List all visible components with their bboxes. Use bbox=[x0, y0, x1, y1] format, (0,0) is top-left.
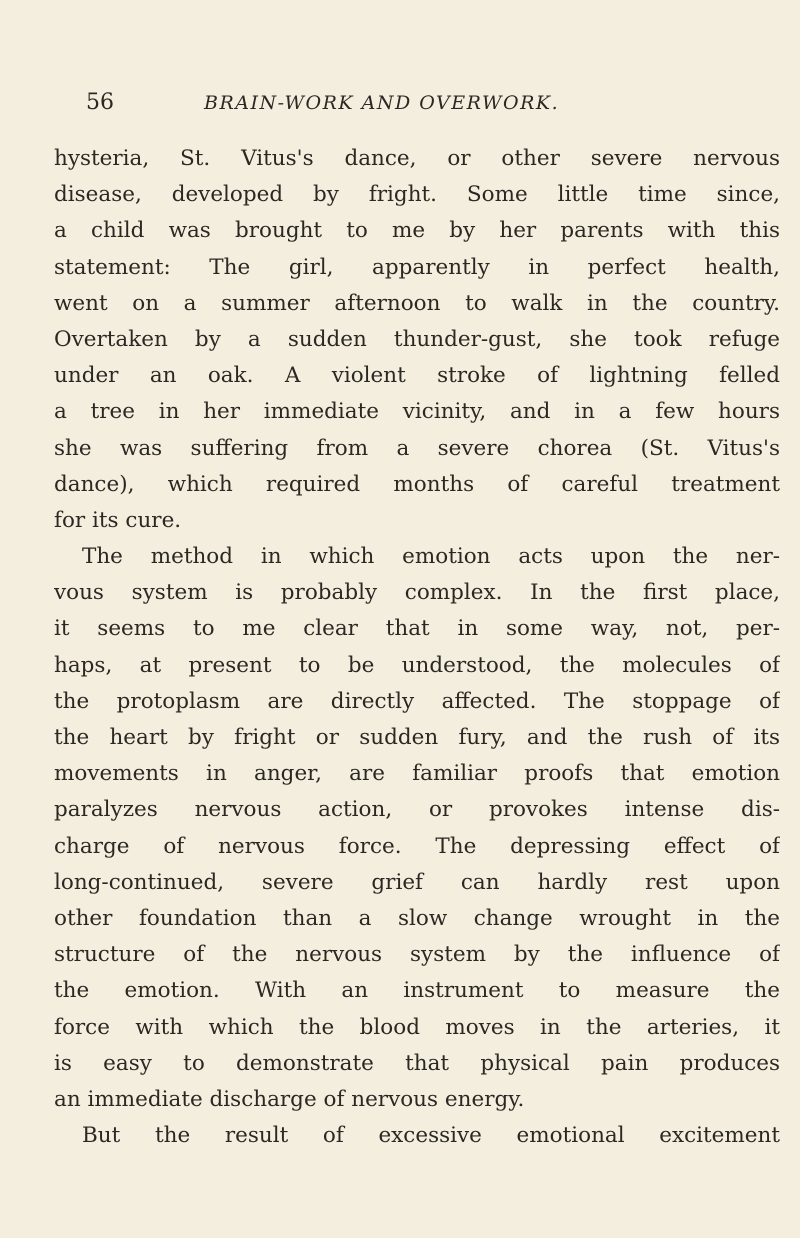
running-head bbox=[86, 90, 766, 126]
text-line: But the result of excessive emotional excitement bbox=[82, 1123, 780, 1149]
text-line: force with which the blood moves in the arteries, it bbox=[54, 1014, 780, 1040]
body-text bbox=[54, 141, 780, 1154]
text-line: Overtaken by a sudden thunder-gust, she took refuge bbox=[54, 326, 780, 352]
text-line: the heart by fright or sudden fury, and the rush of its bbox=[54, 725, 780, 750]
text-line: a tree in her immediate vicinity, and in a few hours bbox=[54, 399, 780, 425]
text-line: a child was brought to me by her parents with this bbox=[54, 218, 780, 244]
text-line: long-continued, severe grief can hardly rest upon bbox=[54, 869, 780, 895]
text-line: it seems to me clear that in some way, not, per- bbox=[54, 616, 780, 642]
text-line: statement: The girl, apparently in perfect health, bbox=[54, 254, 780, 280]
running-title: BRAIN-WORK AND OVERWORK. bbox=[204, 92, 560, 114]
text-line: dance), which required months of careful treatment bbox=[54, 471, 780, 497]
text-line: she was suffering from a severe chorea (St. Vitus's bbox=[54, 435, 780, 461]
text-line: is easy to demonstrate that physical pain produces bbox=[54, 1050, 780, 1076]
page-number: 56 bbox=[86, 90, 114, 115]
text-line: disease, developed by fright. Some little time since, bbox=[54, 182, 780, 208]
text-line: under an oak. A violent stroke of lightning felled bbox=[54, 363, 780, 389]
text-line: an immediate discharge of nervous energy. bbox=[54, 1086, 525, 1112]
text-line: the protoplasm are directly affected. The stoppage of bbox=[54, 688, 780, 714]
text-line: went on a summer afternoon to walk in the country. bbox=[54, 290, 780, 316]
text-line: structure of the nervous system by the influence of bbox=[54, 942, 780, 968]
text-line: for its cure. bbox=[54, 507, 182, 533]
text-line: haps, at present to be understood, the molecules of bbox=[54, 652, 780, 678]
text-line: hysteria, St. Vitus's dance, or other severe nervous bbox=[54, 146, 780, 171]
text-line: paralyzes nervous action, or provokes intense dis- bbox=[54, 797, 780, 823]
text-line: vous system is probably complex. In the first place, bbox=[54, 580, 780, 606]
text-line: The method in which emotion acts upon the ner- bbox=[82, 544, 780, 570]
text-line: the emotion. With an instrument to measure the bbox=[54, 978, 780, 1004]
text-line: movements in anger, are familiar proofs that emotion bbox=[54, 761, 780, 787]
text-line: other foundation than a slow change wrought in the bbox=[54, 905, 780, 931]
text-line: charge of nervous force. The depressing effect of bbox=[54, 833, 780, 859]
